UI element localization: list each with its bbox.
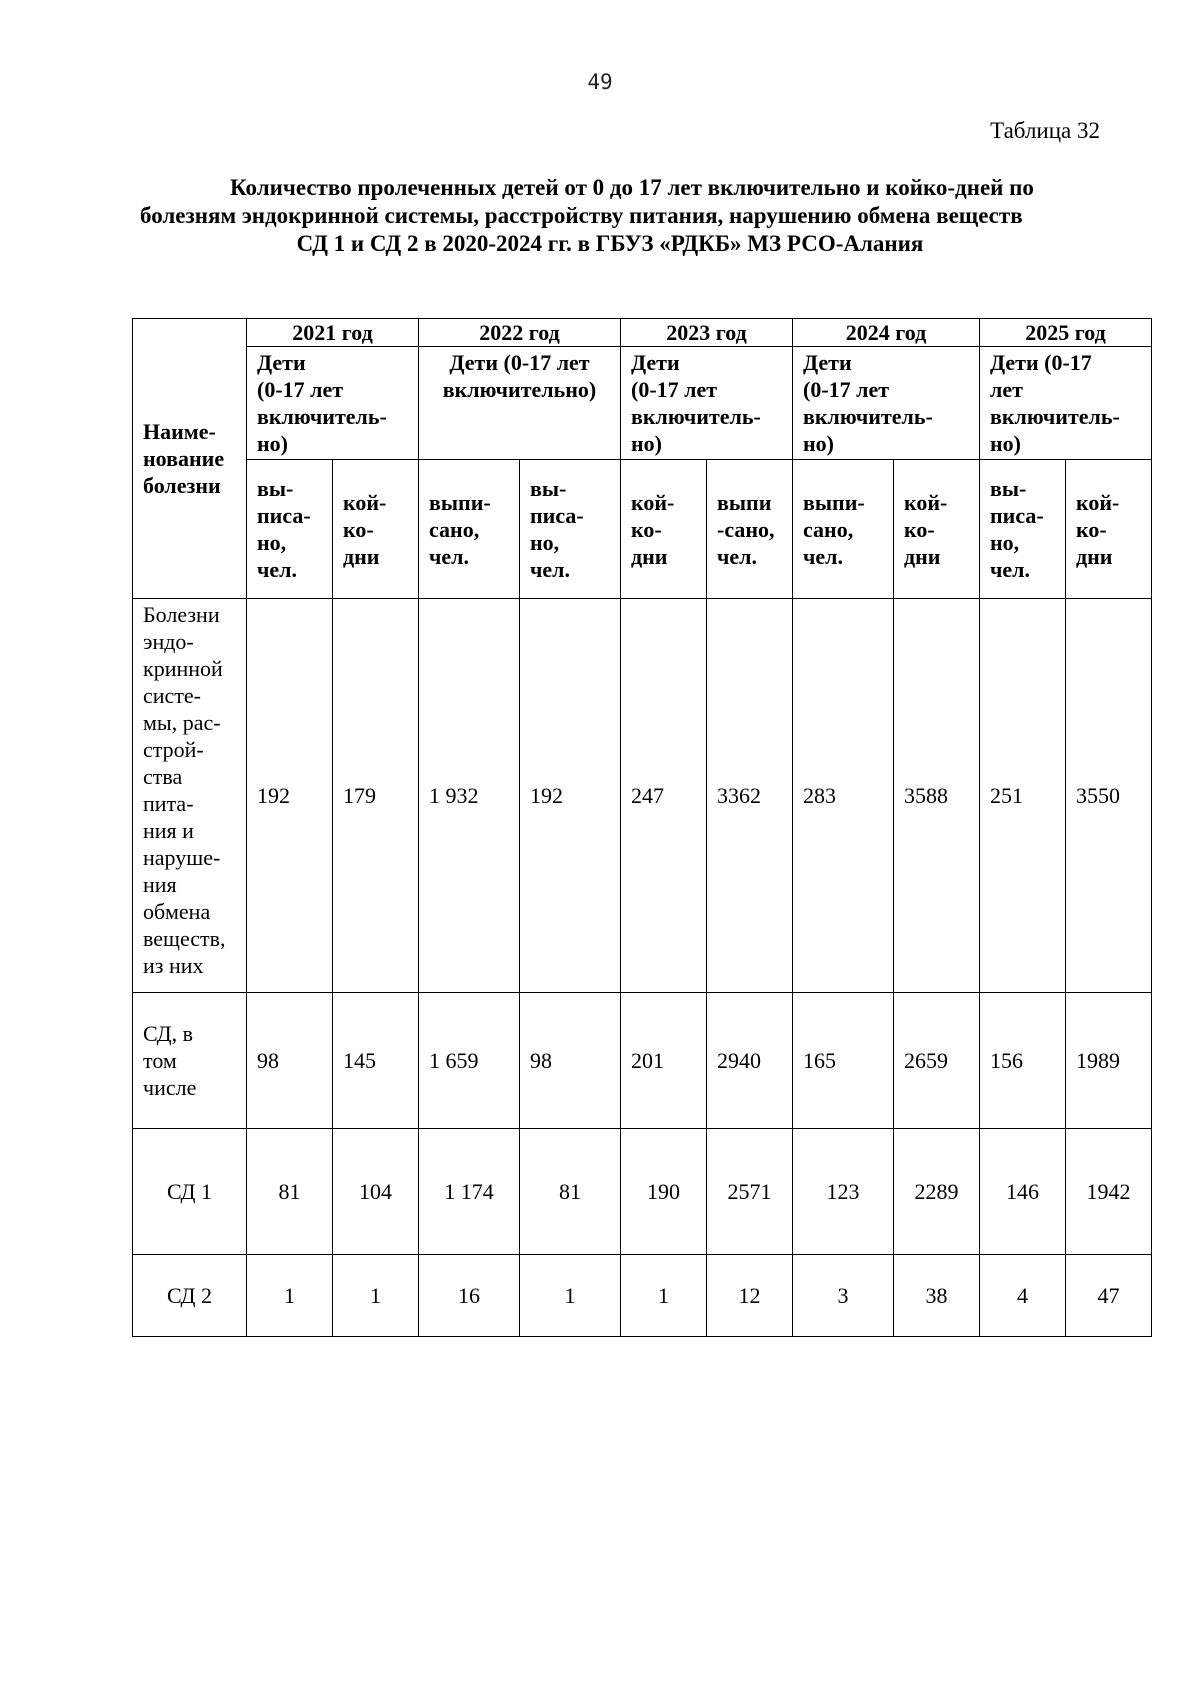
table-cell: 16	[419, 1255, 520, 1337]
sub-header-2023-2: выпи -сано, чел.	[707, 460, 793, 599]
table-cell: 81	[247, 1129, 333, 1255]
table-cell: 2289	[894, 1129, 980, 1255]
table-cell: 247	[621, 599, 707, 993]
title-line-3: СД 1 и СД 2 в 2020-2024 гг. в ГБУЗ «РДКБ» МЗ РСО-Алания	[296, 231, 924, 256]
table-cell: 192	[520, 599, 621, 993]
table-row	[133, 1255, 1152, 1337]
row-name: СД 1	[133, 1129, 247, 1255]
sub-header-2024-1: выпи- сано, чел.	[793, 460, 894, 599]
table-cell: 4	[980, 1255, 1066, 1337]
table-cell: 2571	[707, 1129, 793, 1255]
table-cell: 3	[793, 1255, 894, 1337]
table-cell: 98	[520, 993, 621, 1129]
table-cell: 3588	[894, 599, 980, 993]
table-cell: 145	[333, 993, 419, 1129]
table-cell: 3550	[1066, 599, 1152, 993]
row-name: СД, в том числе	[133, 993, 247, 1129]
group-header-2022: Дети (0-17 лет включительно)	[419, 347, 621, 460]
table-cell: 201	[621, 993, 707, 1129]
group-header-2023: Дети (0-17 лет включитель- но)	[621, 347, 793, 460]
table-cell: 165	[793, 993, 894, 1129]
group-header-2021: Дети (0-17 лет включитель- но)	[247, 347, 419, 460]
sub-header-2022-2: вы- писа- но, чел.	[520, 460, 621, 599]
table-cell: 2940	[707, 993, 793, 1129]
group-header-2024: Дети (0-17 лет включитель- но)	[793, 347, 980, 460]
page-number: 49	[587, 70, 613, 94]
table-label: Таблица 32	[990, 118, 1100, 143]
year-header-2025: 2025 год	[980, 319, 1152, 347]
year-header-2023: 2023 год	[621, 319, 793, 347]
sub-header-2022-1: выпи- сано, чел.	[419, 460, 520, 599]
table-cell: 38	[894, 1255, 980, 1337]
sub-header-2024-2: кой- ко- дни	[894, 460, 980, 599]
table-cell: 1 932	[419, 599, 520, 993]
table-cell: 3362	[707, 599, 793, 993]
row-name: Болезни эндо- кринной систе- мы, рас- строй- ства пита- ния и наруше- ния обмена веществ, из них	[133, 599, 247, 993]
table-cell: 1	[520, 1255, 621, 1337]
table-cell: 2659	[894, 993, 980, 1129]
title-line-2: болезням эндокринной системы, расстройству питания, нарушению обмена веществ	[140, 203, 1023, 228]
table-cell: 192	[247, 599, 333, 993]
table-cell: 179	[333, 599, 419, 993]
title-line-1: Количество пролеченных детей от 0 до 17 лет включительно и койко-дней по	[230, 175, 1034, 200]
table-cell: 1 659	[419, 993, 520, 1129]
year-header-2022: 2022 год	[419, 319, 621, 347]
sub-header-2021-2: кой- ко- дни	[333, 460, 419, 599]
table-cell: 146	[980, 1129, 1066, 1255]
table-cell: 251	[980, 599, 1066, 993]
table-row	[133, 993, 1152, 1129]
document-title	[140, 174, 1080, 258]
table-cell: 1	[621, 1255, 707, 1337]
table-cell: 81	[520, 1129, 621, 1255]
sub-header-2025-1: вы- писа- но, чел.	[980, 460, 1066, 599]
table-cell: 1942	[1066, 1129, 1152, 1255]
row-name: СД 2	[133, 1255, 247, 1337]
sub-header-2025-2: кой- ко- дни	[1066, 460, 1152, 599]
sub-header-2023-1: кой- ко- дни	[621, 460, 707, 599]
sub-header-2021-1: вы- писа- но, чел.	[247, 460, 333, 599]
table-cell: 1	[333, 1255, 419, 1337]
table-cell: 156	[980, 993, 1066, 1129]
statistics-table	[132, 318, 1152, 1337]
table-cell: 104	[333, 1129, 419, 1255]
table-row	[133, 599, 1152, 993]
disease-name-header: Наиме- нование болезни	[133, 319, 247, 599]
year-header-2021: 2021 год	[247, 319, 419, 347]
table-cell: 1 174	[419, 1129, 520, 1255]
table-cell: 1989	[1066, 993, 1152, 1129]
table-cell: 47	[1066, 1255, 1152, 1337]
table-cell: 123	[793, 1129, 894, 1255]
table-cell: 283	[793, 599, 894, 993]
table-cell: 1	[247, 1255, 333, 1337]
year-header-2024: 2024 год	[793, 319, 980, 347]
table-row	[133, 1129, 1152, 1255]
table-cell: 12	[707, 1255, 793, 1337]
table-cell: 190	[621, 1129, 707, 1255]
table-cell: 98	[247, 993, 333, 1129]
group-header-2025: Дети (0-17 лет включитель- но)	[980, 347, 1152, 460]
